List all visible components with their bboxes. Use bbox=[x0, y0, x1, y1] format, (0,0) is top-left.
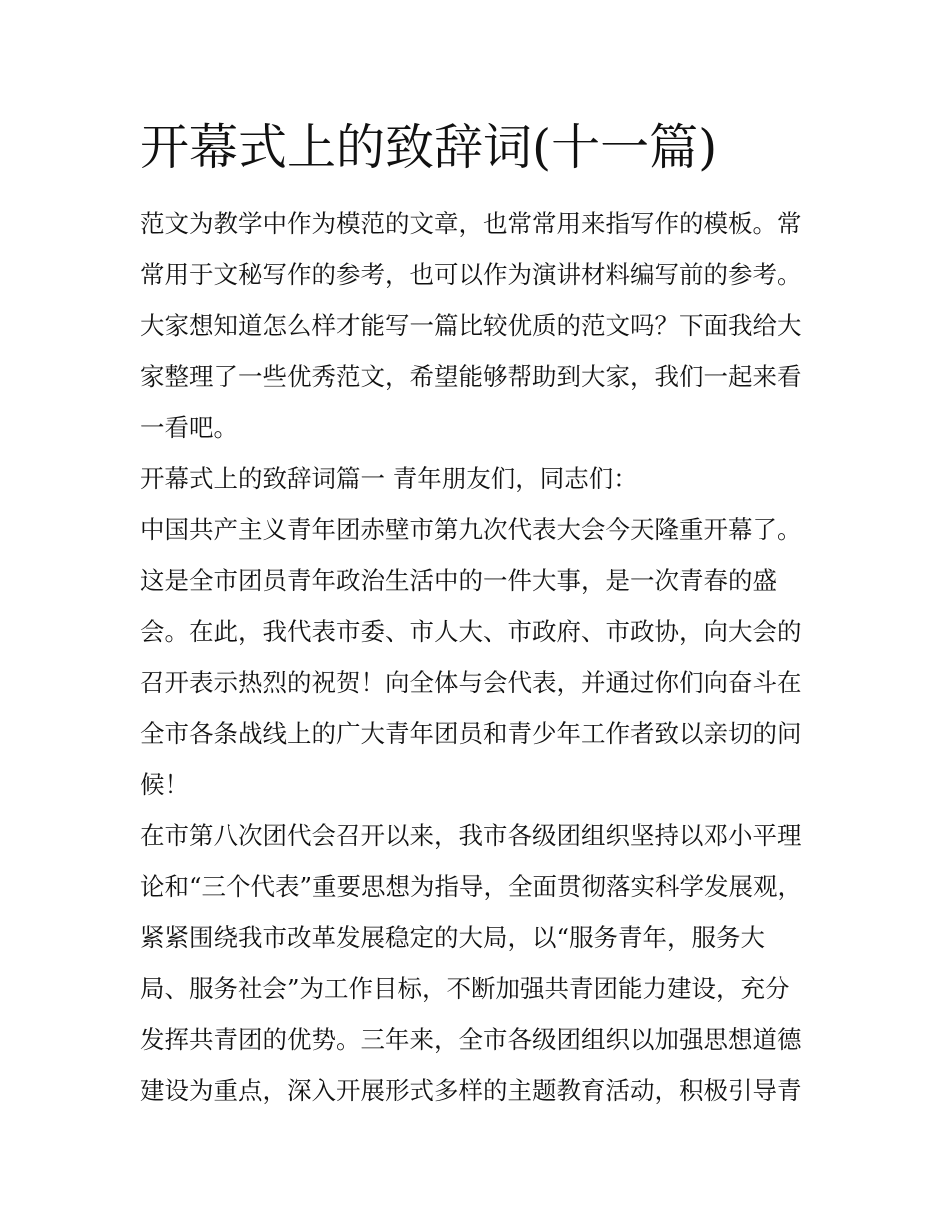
body-line: 论和“三个代表”重要思想为指导，全面贯彻落实科学发展观， bbox=[140, 872, 803, 901]
body-line: 大家想知道怎么样才能写一篇比较优质的范文吗？下面我给大 bbox=[140, 311, 802, 340]
body-line: 局、服务社会”为工作目标，不断加强共青团能力建设，充分 bbox=[140, 974, 790, 1003]
body-line: 召开表示热烈的祝贺！向全体与会代表，并通过你们向奋斗在 bbox=[140, 668, 802, 697]
body-line: 发挥共青团的优势。三年来，全市各级团组织以加强思想道德 bbox=[140, 1025, 802, 1054]
body-line: 全市各条战线上的广大青年团员和青少年工作者致以亲切的问 bbox=[140, 719, 802, 748]
document-body bbox=[140, 198, 820, 1116]
body-line: 一看吧。 bbox=[140, 413, 238, 442]
body-line: 家整理了一些优秀范文，希望能够帮助到大家，我们一起来看 bbox=[140, 362, 802, 391]
body-line: 范文为教学中作为模范的文章，也常常用来指写作的模板。常 bbox=[140, 209, 802, 238]
section-heading-line: 开幕式上的致辞词篇一 青年朋友们，同志们： bbox=[140, 464, 638, 493]
body-line: 会。在此，我代表市委、市人大、市政府、市政协，向大会的 bbox=[140, 617, 802, 646]
body-line: 紧紧围绕我市改革发展稳定的大局，以“服务青年，服务大 bbox=[140, 923, 766, 952]
body-line: 这是全市团员青年政治生活中的一件大事，是一次青春的盛 bbox=[140, 566, 777, 595]
body-line: 候！ bbox=[140, 770, 189, 799]
body-line: 在市第八次团代会召开以来，我市各级团组织坚持以邓小平理 bbox=[140, 821, 802, 850]
document-title: 开幕式上的致辞词(十一篇) bbox=[140, 119, 718, 176]
body-line: 中国共产主义青年团赤壁市第九次代表大会今天隆重开幕了。 bbox=[140, 515, 802, 544]
body-line: 常用于文秘写作的参考，也可以作为演讲材料编写前的参考。 bbox=[140, 260, 802, 289]
body-line: 建设为重点，深入开展形式多样的主题教育活动，积极引导青 bbox=[140, 1076, 802, 1105]
